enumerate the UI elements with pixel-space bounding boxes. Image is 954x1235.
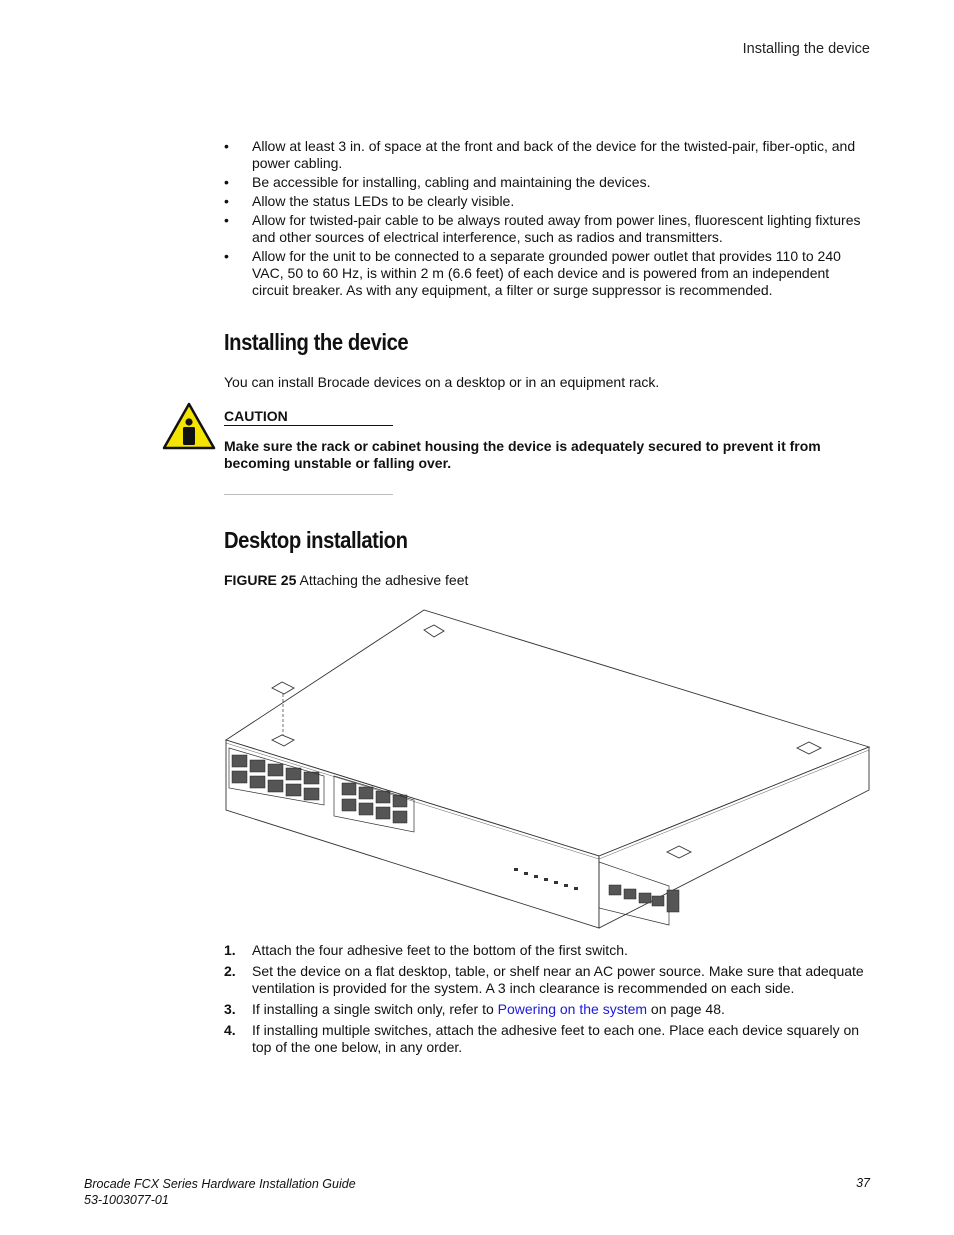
section-heading-installing: Installing the device: [224, 329, 409, 355]
list-item: • Allow at least 3 in. of space at the front and back of the device for the twisted-pair, fiber-optic, and power cabling.: [224, 138, 856, 171]
footer-title: Brocade FCX Series Hardware Installation Guide: [84, 1177, 356, 1191]
bullet-mark: •: [224, 248, 229, 264]
section-heading-desktop: Desktop installation: [224, 527, 408, 553]
bullet-mark: •: [224, 193, 229, 209]
list-item: • Allow for the unit to be connected to a separate grounded power outlet that provides 110 to 240 VAC, 50 to 60 Hz, is within 2 m (6.6 feet) of each device and is powered from an independent circuit breaker. As with any equipment, a filter or surge suppressor is recommended.: [224, 248, 841, 298]
running-header: Installing the device: [742, 41, 870, 57]
list-item: 3. If installing a single switch only, refer to Powering on the system on page 48.: [224, 1001, 725, 1017]
caution-label: CAUTION: [224, 408, 288, 424]
figure-caption: [224, 572, 468, 588]
requirements-list: [224, 138, 864, 301]
footer-doc-number: 53-1003077-01: [84, 1193, 169, 1207]
bullet-mark: •: [224, 212, 229, 228]
switch-illustration: [224, 600, 872, 930]
caution-text: Make sure the rack or cabinet housing the device is adequately secured to prevent it from becoming unstable or falling over.: [224, 438, 821, 471]
figure-title: Attaching the adhesive feet: [299, 572, 469, 588]
bullet-mark: •: [224, 174, 229, 190]
footer-left: [84, 1176, 356, 1208]
powering-on-link[interactable]: Powering on the system: [497, 1001, 648, 1017]
list-item: • Be accessible for installing, cabling and maintaining the devices.: [224, 174, 651, 190]
separator-rule: [224, 494, 393, 495]
page-number: 37: [856, 1176, 870, 1190]
list-item: 1. Attach the four adhesive feet to the bottom of the first switch.: [224, 942, 628, 958]
bullet-mark: •: [224, 138, 229, 154]
figure-label: FIGURE 25: [224, 572, 297, 588]
list-item: • Allow the status LEDs to be clearly visible.: [224, 193, 515, 209]
caution-person-icon: [162, 402, 216, 450]
steps-list: [224, 942, 869, 1060]
intro-paragraph: You can install Brocade devices on a desktop or in an equipment rack.: [224, 374, 660, 390]
list-item: • Allow for twisted-pair cable to be always routed away from power lines, fluorescent lighting fixtures and other sources of electrical interference, such as radios and transmitters.: [224, 212, 861, 245]
list-item: 4. If installing multiple switches, attach the adhesive feet to each one. Place each device squarely on top of the one below, in any order.: [224, 1022, 860, 1055]
caution-rule: [224, 425, 393, 426]
list-item: 2. Set the device on a flat desktop, table, or shelf near an AC power source. Make sure that adequate ventilation is provided for the system. A 3 inch clearance is recommended on each side.: [224, 963, 864, 996]
